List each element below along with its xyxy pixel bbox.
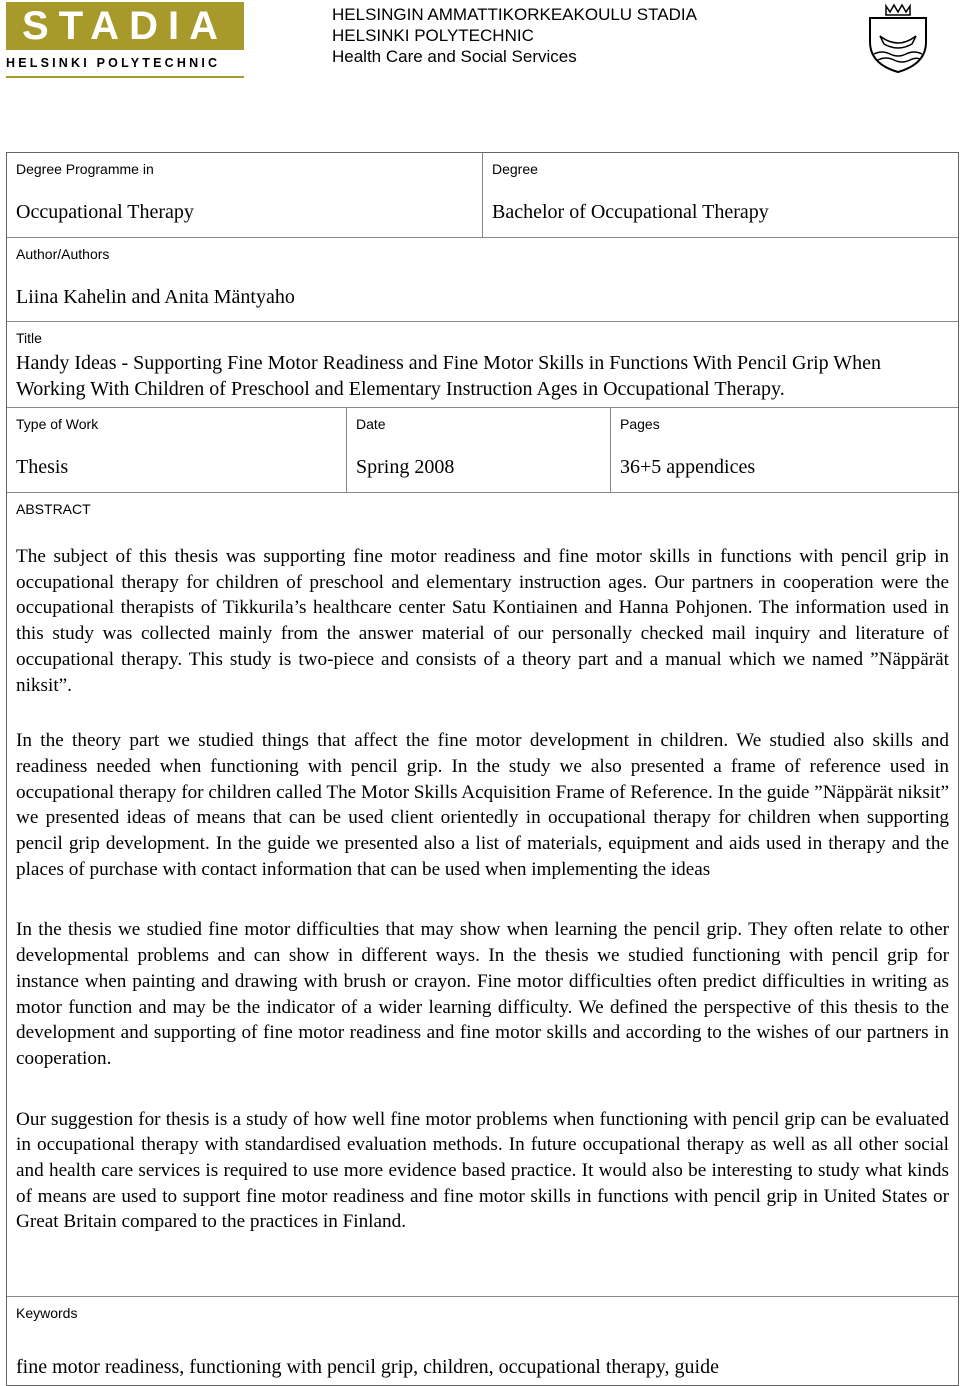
date-cell xyxy=(346,408,610,492)
institution-line-2: HELSINKI POLYTECHNIC xyxy=(332,26,534,45)
keywords-cell xyxy=(7,1297,958,1385)
helsinki-crest-icon xyxy=(866,2,930,74)
keywords-value: fine motor readiness, functioning with pencil grip, children, occupational therapy, guide xyxy=(16,1356,719,1378)
institution-line-3: Health Care and Social Services xyxy=(332,47,577,66)
stadia-logo xyxy=(6,2,244,50)
pages-label: Pages xyxy=(620,416,660,432)
pages-value: 36+5 appendices xyxy=(620,456,756,478)
logo-subtitle: HELSINKI POLYTECHNIC xyxy=(6,56,221,70)
title-cell xyxy=(7,322,958,407)
date-value: Spring 2008 xyxy=(356,456,455,478)
logo-text: STADIA xyxy=(22,3,228,48)
author-cell xyxy=(7,238,958,321)
keywords-row xyxy=(7,1297,958,1385)
title-label: Title xyxy=(16,330,42,346)
author-value: Liina Kahelin and Anita Mäntyaho xyxy=(16,286,295,308)
thesis-abstract-form xyxy=(6,152,959,1386)
type-label: Type of Work xyxy=(16,416,99,432)
abstract-label: ABSTRACT xyxy=(16,501,91,517)
author-row xyxy=(7,238,958,322)
work-info-row xyxy=(7,408,958,493)
pages-cell xyxy=(610,408,958,492)
abstract-paragraph: In the thesis we studied fine motor difficulties that may show when learning the pencil grip. They often relate to other developmental problems and can show in different ways. In the thesis we studied functioning with pencil grip for instance when painting and drawing with brush or crayon. Fine motor difficulties often predict difficulties in writing as motor function and may be the indicator of a wider learning difficulty. We defined the perspective of this thesis to the development and supporting of fine motor readiness and fine motor skills and according to the wishes of our partners in cooperation. xyxy=(16,919,949,1069)
abstract-paragraph: In the theory part we studied things that affect the fine motor development in children. We studied also skills and readiness needed when functioning with pencil grip. In the study we also presented a frame of reference used in occupational therapy for children called The Motor Skills Acquisition Frame of Reference. In the guide ”Näppärät niksit” we presented ideas of means that can be used client orientedly in occupational therapy for children when supporting pencil grip development. In the guide we presented also a list of materials, equipment and aids used in therapy and the places of purchase with contact information that can be used when implementing the ideas xyxy=(16,730,949,880)
type-value: Thesis xyxy=(16,456,69,478)
title-row xyxy=(7,322,958,408)
institution-block xyxy=(332,4,697,67)
keywords-label: Keywords xyxy=(16,1305,78,1321)
degree-cell xyxy=(482,153,958,237)
type-cell xyxy=(7,408,346,492)
degree-value: Bachelor of Occupational Therapy xyxy=(492,201,769,223)
abstract-cell xyxy=(7,493,958,1296)
title-value: Handy Ideas - Supporting Fine Motor Readiness and Fine Motor Skills in Functions With Pencil Grip When Working With Children of Preschool and Elementary Instruction Ages in Occupational Therapy. xyxy=(16,352,882,400)
abstract-paragraph: Our suggestion for thesis is a study of how well fine motor problems when functioning with pencil grip can be evaluated in occupational therapy with standardised evaluation methods. In future occupational therapy as well as all other social and health care services is required to use more evidence based practice. It would also be interesting to study what kinds of means are used to support fine motor readiness and fine motor skills in functions with pencil grip in United States or Great Britain compared to the practices in Finland. xyxy=(16,1108,949,1233)
abstract-paragraph: The subject of this thesis was supporting fine motor readiness and fine motor skills in functions with pencil grip in occupational therapy for children of preschool and elementary instruction ages. Our partners in cooperation were the occupational therapists of Tikkurila’s healthcare center Satu Kontiainen and Hanna Pohjonen. The information used in this study was collected mainly from the answer material of our personally checked mail inquiry and literature of occupational therapy. This study is two-piece and consists of a theory part and a manual which we named ”Näppärät niksit”. xyxy=(16,546,949,696)
abstract-row xyxy=(7,493,958,1297)
author-label: Author/Authors xyxy=(16,246,110,262)
programme-cell xyxy=(7,153,482,237)
programme-label: Degree Programme in xyxy=(16,161,154,177)
logo-underline xyxy=(6,76,244,78)
date-label: Date xyxy=(356,416,386,432)
degree-label: Degree xyxy=(492,161,538,177)
programme-value: Occupational Therapy xyxy=(16,201,194,223)
institution-line-1: HELSINGIN AMMATTIKORKEAKOULU STADIA xyxy=(332,5,697,24)
programme-degree-row xyxy=(7,153,958,238)
